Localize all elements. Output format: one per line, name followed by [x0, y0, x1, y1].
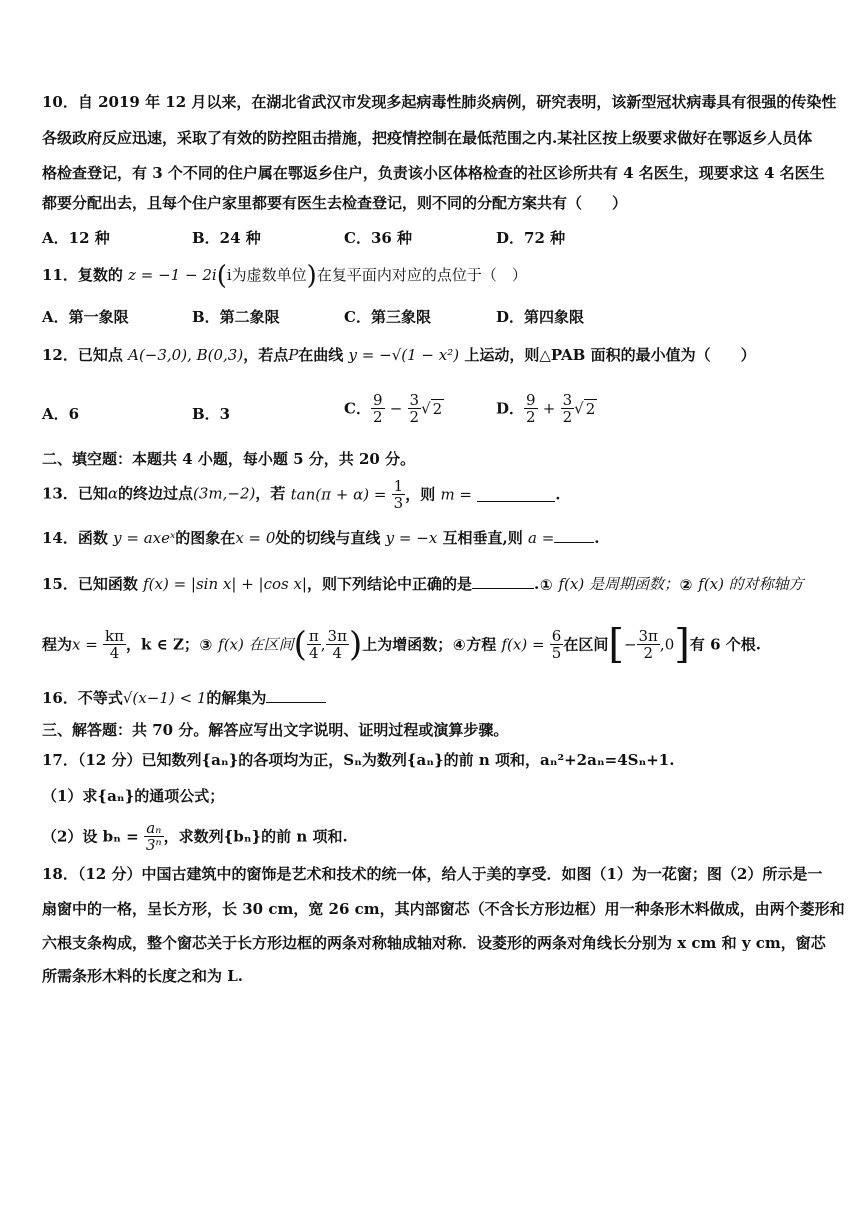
q11-option-d: D．第四象限	[496, 308, 585, 326]
frac-num: π	[308, 627, 319, 645]
frac-den: 3	[393, 494, 404, 512]
q11-stem: 11．复数的 z = −1 − 2i(i为虚数单位)在复平面内对应的点位于（ ）	[42, 261, 527, 291]
q13-alpha: α	[107, 484, 119, 503]
q18-line4: 所需条形木料的长度之和为 L.	[42, 967, 243, 985]
frac-den: 4	[109, 644, 120, 662]
q12-option-a: A．6	[42, 405, 80, 423]
q13-m: m =	[440, 485, 472, 504]
frac-num: kπ	[105, 627, 124, 645]
frac-den: 5	[551, 644, 562, 662]
zero: 0	[664, 635, 675, 654]
q18-line2: 扇窗中的一格，呈长方形，长 30 cm，宽 26 cm，其内部窗芯（不含长方形边框）用一种条形木料做成，由两个菱形和	[42, 900, 845, 918]
q11-expr: z = −1 − 2i	[128, 266, 217, 284]
q15-k-in-z: ，k ∈ Z；	[126, 635, 199, 654]
q18-line3: 六根支条构成，整个窗芯关于长方形边框的两条对称轴成轴对称．设菱形的两条对角线长分别为 x cm 和 y cm，窗芯	[42, 934, 826, 952]
q14-answer-blank[interactable]	[554, 528, 594, 543]
q17-part2	[42, 820, 348, 853]
q10-line3: 格检查登记，有 3 个不同的住户属在鄂返乡住户，负责该小区体格检查的社区诊所共有 4 名医生，现要求这 4 名医生	[42, 164, 825, 182]
q14-mid2: 处的切线与直线	[275, 529, 381, 547]
q13-mid: 的终边过点	[118, 484, 194, 503]
q14-x0: x = 0	[235, 529, 276, 547]
q15-axis: x =	[72, 635, 98, 654]
q15-line2-prefix: 程为	[42, 635, 73, 654]
section-3-heading: 三、解答题：共 70 分。解答应写出文字说明、证明过程或演算步骤。	[42, 721, 509, 739]
q14-a: a =	[527, 529, 555, 547]
q11-prefix: 11．复数的	[42, 266, 123, 284]
q13-mid2: ，若	[255, 484, 286, 503]
q13-tan: tan(π + α) =	[290, 485, 387, 504]
section-2-heading: 二、填空题：本题共 4 小题，每小题 5 分，共 20 分。	[42, 450, 416, 468]
q14-line: y = −x	[385, 529, 438, 547]
circled-2: ②	[679, 576, 693, 594]
q12-prefix: 12．已知点	[42, 346, 123, 364]
q13-prefix: 13．已知	[42, 484, 108, 503]
frac-num: 3	[409, 391, 420, 409]
plus-sign: +	[542, 399, 556, 418]
q15-stem-line1: 15．已知函数 f(x) = |sin x| + |cos x|，则下列结论中正确的是 .① f(x) 是周期函数；② f(x) 的对称轴方	[42, 575, 804, 594]
q10-line1: 10．自 2019 年 12 月以来，在湖北省武汉市发现多起病毒性肺炎病例，研究表明，该新型冠状病毒具有很强的传染性	[42, 93, 837, 111]
q10-option-a: A．12 种	[42, 229, 110, 247]
q11-option-b: B．第二象限	[192, 308, 280, 326]
q16-answer-blank[interactable]	[266, 688, 326, 703]
q17-part2-prefix: （2）设 bₙ =	[42, 827, 139, 846]
q13-stem: 13．已知α的终边过点(3m,−2)，若 tan(π + α) = $\frac{1}{3}$ ，则 m = .	[42, 477, 561, 512]
q11-option-c: C．第三象限	[344, 308, 431, 326]
q11-suffix: 在复平面内对应的点位于（ ）	[316, 266, 527, 284]
q15-claim-4-interval: 在区间	[563, 635, 609, 654]
sqrt-2: 2	[585, 399, 596, 418]
circled-3: ③	[199, 635, 213, 654]
q12-option-d-label: D．	[496, 399, 525, 418]
q12-p: P	[288, 346, 299, 364]
q15-claim-4: 方程	[466, 635, 497, 654]
q12-curve: y = −√(1 − x²)	[348, 346, 460, 364]
q13-suffix: ，则	[405, 485, 436, 504]
q14-mid1: 的图象在	[175, 529, 236, 547]
q12-option-c: C． $\frac{9}{2}$ − $\frac{3}{2}$ √ 2	[344, 391, 443, 426]
q15-claim-3: f(x) 在区间	[218, 635, 294, 654]
q13-point: (3m,−2)	[193, 484, 256, 503]
q15-claim-3-tail: 上为增函数；	[362, 635, 453, 654]
q15-prefix: 15．已知函数	[42, 575, 138, 593]
q15-claim-4-tail: 有 6 个根.	[689, 635, 761, 654]
q11-paren-text: i为虚数单位	[226, 266, 307, 284]
q15-claim-2: f(x) 的对称轴方	[698, 575, 804, 593]
frac-num: 6	[551, 627, 562, 645]
minus-sign: −	[389, 399, 403, 418]
q17-stem: 17．（12 分）已知数列{aₙ}的各项均为正，Sₙ为数列{aₙ}的前 n 项和，aₙ²+2aₙ=4Sₙ+1.	[42, 751, 675, 769]
q15-mid: ，则下列结论中正确的是	[307, 575, 473, 593]
q12-mid2: 在曲线	[298, 346, 344, 364]
minus-sign: −	[623, 635, 637, 654]
circled-4: ④	[452, 635, 466, 654]
frac-num: 9	[372, 391, 383, 409]
q12-mid1: ，若点	[243, 346, 289, 364]
q15-stem-line2: 程为x = $\frac{k\pi}{4}$ ，k ∈ Z；③ f(x) 在区间( $\frac{\pi}{4}$ , $\frac{3\pi}{4}$ )上为增函数；④方程 f(x) = $\frac{6}{5}$ 在区间[− $\frac{3\pi}{2}$ ,0]有 6 个根.	[42, 621, 761, 668]
q15-claim-1: f(x) 是周期函数；	[558, 575, 679, 593]
q12-stem	[42, 345, 756, 365]
q17-part2-suffix: ，求数列{bₙ}的前 n 项和.	[163, 827, 348, 846]
q16-prefix: 16．不等式	[42, 689, 123, 707]
q14-stem: 14．函数 y = axeˣ的图象在x = 0处的切线与直线 y = −x 互相垂直,则 a = .	[42, 529, 600, 547]
frac-num: aₙ	[144, 820, 164, 837]
frac-num: 9	[526, 391, 536, 409]
frac-den: 4	[332, 644, 342, 662]
q14-func: y = axeˣ	[113, 529, 176, 547]
q10-option-b: B．24 种	[192, 229, 261, 247]
q10-option-d: D．72 种	[496, 229, 566, 247]
frac-num: 3π	[327, 627, 347, 645]
frac-den: 2	[409, 408, 420, 426]
frac-den: 4	[309, 644, 319, 662]
q16-suffix: 的解集为	[206, 689, 267, 707]
sqrt-2: 2	[432, 399, 443, 418]
q13-answer-blank[interactable]	[477, 487, 555, 502]
q16-stem	[42, 688, 326, 708]
frac-den: 2	[372, 408, 383, 426]
frac-den: 2	[526, 408, 536, 426]
frac-num: 3π	[638, 627, 658, 645]
q12-option-d: D． $\frac{9}{2}$ + $\frac{3}{2}$ √ 2	[496, 391, 596, 426]
q18-line1: 18．（12 分）中国古建筑中的窗饰是艺术和技术的统一体，给人于美的享受．如图（1）为一花窗；图（2）所示是一	[42, 865, 823, 883]
frac-den: 2	[562, 408, 573, 426]
q15-answer-blank[interactable]	[472, 574, 534, 589]
q16-expr: √(x−1) < 1	[122, 689, 207, 707]
q12-option-c-label: C．	[344, 399, 371, 418]
q12-points: A(−3,0), B(0,3)	[128, 346, 244, 364]
frac-den: 2	[643, 644, 653, 662]
q14-prefix: 14．函数	[42, 529, 108, 547]
q15-claim-4-func: f(x) =	[501, 635, 545, 654]
circled-1: ①	[539, 576, 553, 594]
frac-den: 3ⁿ	[145, 836, 162, 854]
q14-mid3: 互相垂直,则	[442, 529, 523, 547]
q12-option-b: B．3	[192, 405, 231, 423]
q15-func: f(x) = |sin x| + |cos x|	[143, 575, 307, 593]
q11-option-a: A．第一象限	[42, 308, 129, 326]
frac-num: 3	[562, 391, 573, 409]
frac-num: 1	[393, 477, 404, 495]
q12-suffix: 上运动，则△PAB 面积的最小值为（ ）	[464, 346, 756, 364]
q17-part1: （1）求{aₙ}的通项公式；	[42, 787, 225, 805]
q10-line4: 都要分配出去，且每个住户家里都要有医生去检查登记，则不同的分配方案共有（ ）	[42, 194, 628, 212]
q10-option-c: C．36 种	[344, 229, 413, 247]
q10-line2: 各级政府反应迅速，采取了有效的防控阻击措施，把疫情控制在最低范围之内.某社区按上级要求做好在鄂返乡人员体	[42, 129, 813, 147]
